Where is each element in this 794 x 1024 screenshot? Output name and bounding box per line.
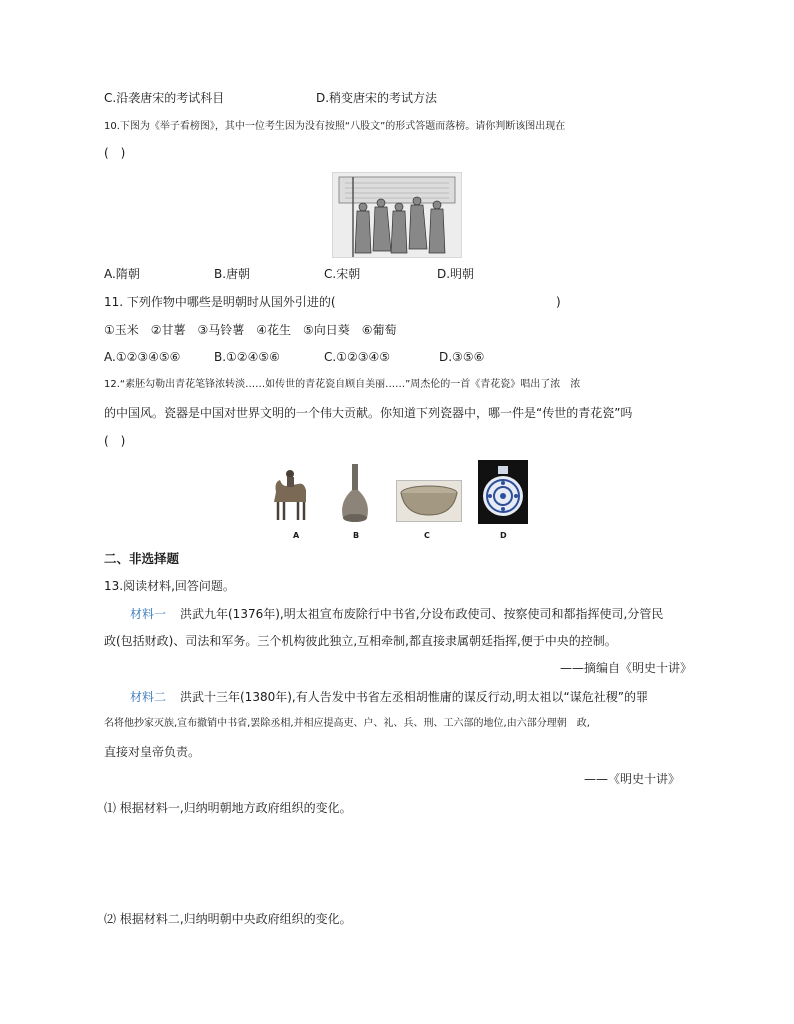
q10-option-d: D.明朝 <box>437 267 475 281</box>
q10-answer-paren: ( ) <box>104 146 126 160</box>
option-a-camel-figure <box>268 462 312 524</box>
q11-stem: 11. 下列作物中哪些是明朝时从国外引进的( <box>104 295 336 309</box>
image-label-a: A <box>293 531 300 540</box>
image-label-d: D <box>500 531 507 540</box>
image-label-c: C <box>424 531 430 540</box>
q9-option-d: D.稍变唐宋的考试方法 <box>316 91 438 105</box>
material-2-line1: 洪武十三年(1380年),有人告发中书省左丞相胡惟庸的谋反行动,明太祖以“谋危社稷”的罪 <box>180 690 648 704</box>
q11-option-b: B.①②④⑤⑥ <box>214 350 280 364</box>
q12-stem-line1: 12.“素胚勾勒出青花笔锋浓转淡……如传世的青花瓷自顾自美丽……”周杰伦的一首《青花瓷》唱出了浓 浓 <box>104 379 581 390</box>
q10-option-a: A.隋朝 <box>104 267 140 281</box>
q11-option-c: C.①②③④⑤ <box>324 350 390 364</box>
exam-list-illustration <box>332 172 462 258</box>
bowl-icon <box>397 481 461 521</box>
q13-subquestion-2: ⑵ 根据材料二,归纳明朝中央政府组织的变化。 <box>104 912 352 926</box>
q13-subquestion-1: ⑴ 根据材料一,归纳明朝地方政府组织的变化。 <box>104 801 352 815</box>
material-2-line2: 名将他抄家灭族,宣布撤销中书省,罢除丞相,并相应提高吏、户、礼、兵、刑、工六部的地位,由六部分理朝 政, <box>104 718 590 729</box>
image-label-b: B <box>353 531 360 540</box>
q13-stem: 13.阅读材料,回答问题。 <box>104 579 235 593</box>
material-1-line1: 洪武九年(1376年),明太祖宣布废除行中书省,分设布政使司、按察使司和都指挥使司,分管民 <box>180 607 664 621</box>
material-1-source: ——摘编自《明史十讲》 <box>560 661 693 675</box>
q11-option-d: D.③⑤⑥ <box>439 350 485 364</box>
q11-crop-list: ①玉米 ②甘薯 ③马铃薯 ④花生 ⑤向日葵 ⑥葡萄 <box>104 323 397 337</box>
q10-stem: 10.下图为《举子看榜图》，其中一位考生因为没有按照“八股文”的形式答题而落榜。请你判断该图出现在 <box>104 121 566 132</box>
material-2-label: 材料二 <box>130 690 167 704</box>
material-2-source: ——《明史十讲》 <box>584 772 681 786</box>
option-b-vase <box>335 462 375 526</box>
long-neck-vase-icon <box>335 462 375 526</box>
q12-stem-line2: 的中国风。瓷器是中国对世界文明的一个伟大贡献。你知道下列瓷器中，哪一件是“传世的青花瓷”吗 <box>104 406 633 420</box>
option-d-blue-white-porcelain <box>478 460 528 524</box>
q11-option-a: A.①②③④⑤⑥ <box>104 350 181 364</box>
q12-answer-paren: ( ) <box>104 434 126 448</box>
q11-paren-close: ) <box>556 295 561 309</box>
material-1-line2: 政(包括财政)、司法和军务。三个机构彼此独立,互相牵制,都直接隶属朝廷指挥,便于中央的控制。 <box>104 634 617 648</box>
q9-option-c: C.沿袭唐宋的考试科目 <box>104 91 225 105</box>
q10-option-c: C.宋朝 <box>324 267 361 281</box>
q10-option-b: B.唐朝 <box>214 267 251 281</box>
scholars-viewing-list-image <box>333 173 461 257</box>
blue-white-flask-icon <box>478 460 528 524</box>
material-1-label: 材料一 <box>130 607 167 621</box>
section-title: 二、非选择题 <box>104 551 180 566</box>
option-c-bowl <box>396 480 462 522</box>
camel-rider-icon <box>268 462 312 524</box>
material-2-line3: 直接对皇帝负责。 <box>104 745 201 759</box>
